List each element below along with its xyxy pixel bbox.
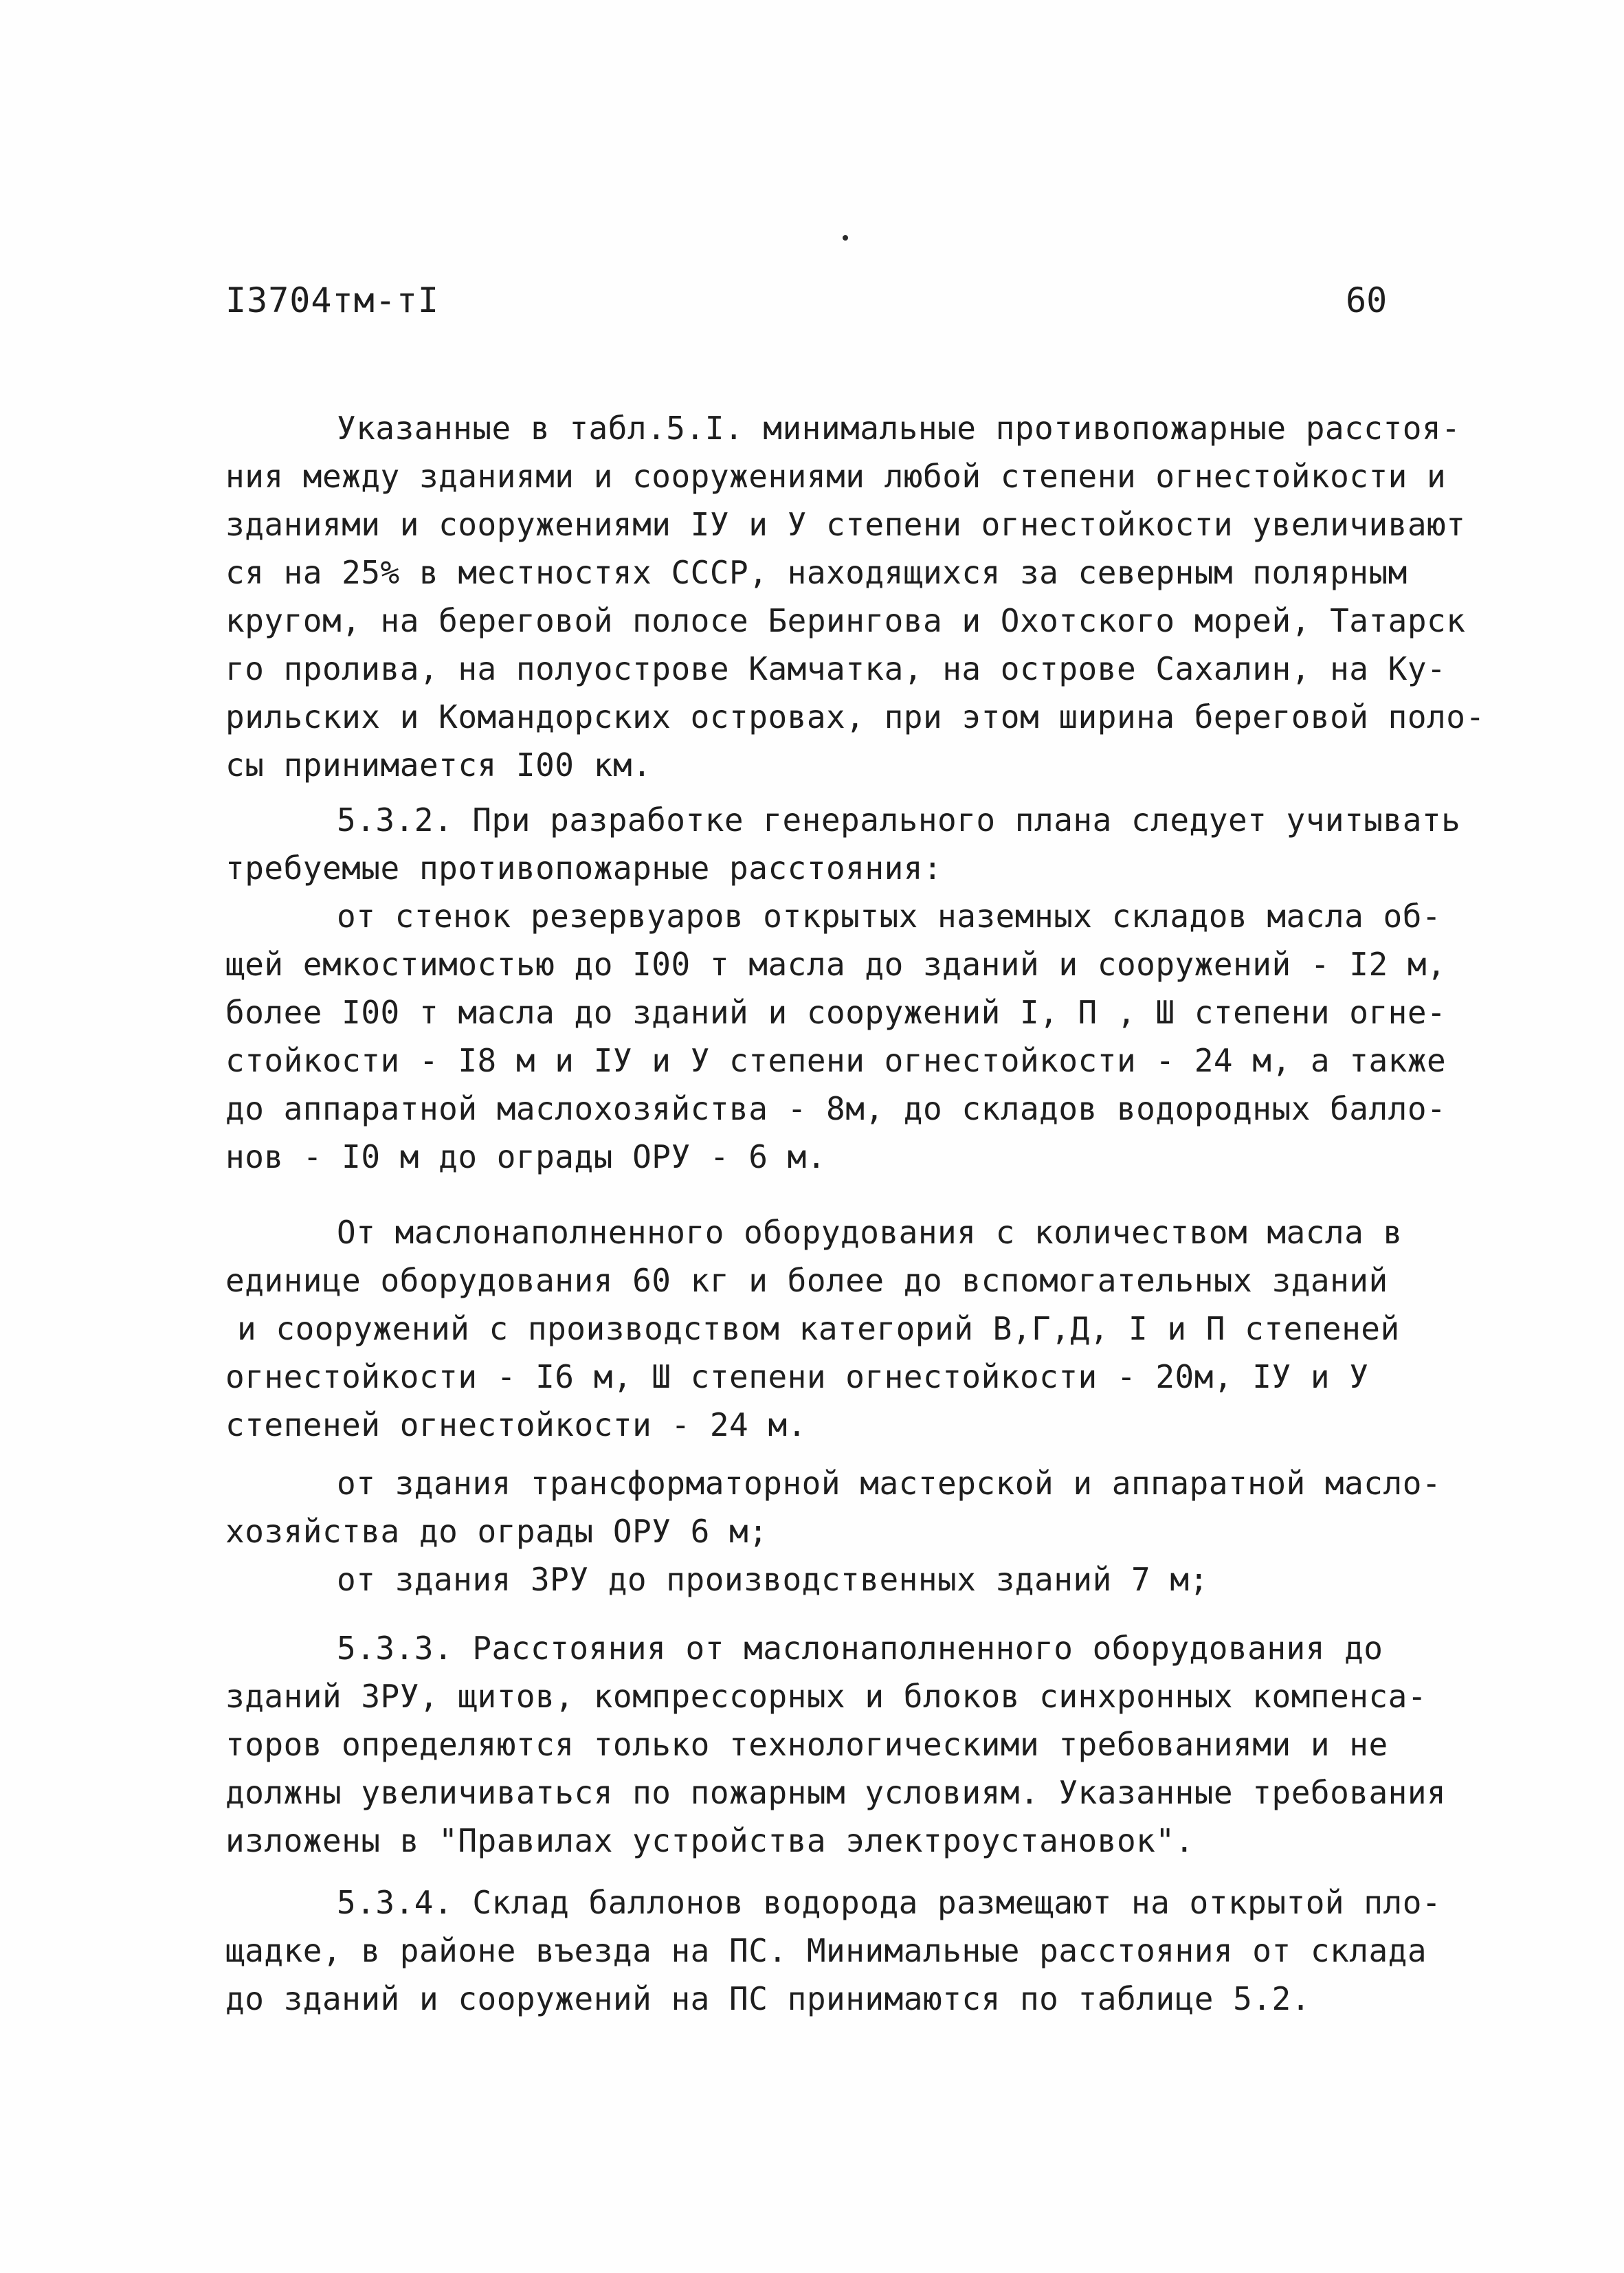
text-line: рильских и Командорских островах, при этом ширина береговой поло- [225,698,1485,735]
text-line: зданий ЗРУ, щитов, компрессорных и блоков синхронных компенса- [225,1678,1427,1715]
text-line: требуемые противопожарные расстояния: [225,850,943,887]
document-code: I3704тм-тI [225,280,440,320]
text-line: торов определяются только технологическими требованиями и не [225,1726,1388,1763]
text-line: должны увеличиваться по пожарным условиям. Указанные требования [225,1774,1447,1811]
text-line: щей емкостимостью до I00 т масла до зданий и сооружений - I2 м, [225,946,1447,983]
text-line: нов - I0 м до ограды ОРУ - 6 м. [225,1138,827,1175]
scan-dot-mark [843,235,848,241]
text-line: 5.3.2. При разработке генерального плана следует учитывать [337,801,1461,839]
text-line: стойкости - I8 м и IУ и У степени огнестойкости - 24 м, а также [225,1042,1447,1079]
text-line: до аппаратной маслохозяйства - 8м, до складов водородных балло- [225,1090,1447,1127]
text-line: щадке, в районе въезда на ПС. Минимальные расстояния от склада [225,1932,1427,1969]
text-line: огнестойкости - I6 м, Ш степени огнестойкости - 20м, IУ и У [225,1358,1369,1395]
text-line: от здания ЗРУ до производственных зданий 7 м; [337,1561,1209,1598]
text-line: От маслонаполненного оборудования с количеством масла в [337,1214,1403,1251]
text-line: и сооружений с производством категорий В,Г,Д, I и П степеней [237,1310,1400,1347]
text-line: степеней огнестойкости - 24 м. [225,1406,807,1443]
text-line: от здания трансформаторной мастерской и аппаратной масло- [337,1465,1442,1502]
text-line: хозяйства до ограды ОРУ 6 м; [225,1513,768,1550]
text-line: 5.3.3. Расстояния от маслонаполненного оборудования до [337,1630,1383,1667]
text-line: 5.3.4. Склад баллонов водорода размещают на открытой пло- [337,1884,1442,1921]
text-line: от стенок резервуаров открытых наземных складов масла об- [337,898,1442,935]
text-line: зданиями и сооружениями IУ и У степени огнестойкости увеличивают [225,506,1466,543]
text-line: сы принимается I00 км. [225,746,652,784]
text-line: до зданий и сооружений на ПС принимаются по таблице 5.2. [225,1980,1311,2017]
text-line: единице оборудования 60 кг и более до вспомогательных зданий [225,1262,1388,1299]
page-number: 60 [1346,280,1388,320]
text-line: более I00 т масла до зданий и сооружений I, П , Ш степени огне- [225,994,1447,1031]
text-line: ния между зданиями и сооружениями любой степени огнестойкости и [225,458,1447,495]
text-line: ся на 25% в местностях СССР, находящихся за северным полярным [225,554,1408,591]
text-line: Указанные в табл.5.I. минимальные противопожарные расстоя- [337,410,1461,447]
text-line: го пролива, на полуострове Камчатка, на острове Сахалин, на Ку- [225,650,1447,687]
text-line: изложены в "Правилах устройства электроустановок". [225,1822,1194,1859]
text-line: кругом, на береговой полосе Берингова и Охотского морей, Татарск [225,602,1466,639]
